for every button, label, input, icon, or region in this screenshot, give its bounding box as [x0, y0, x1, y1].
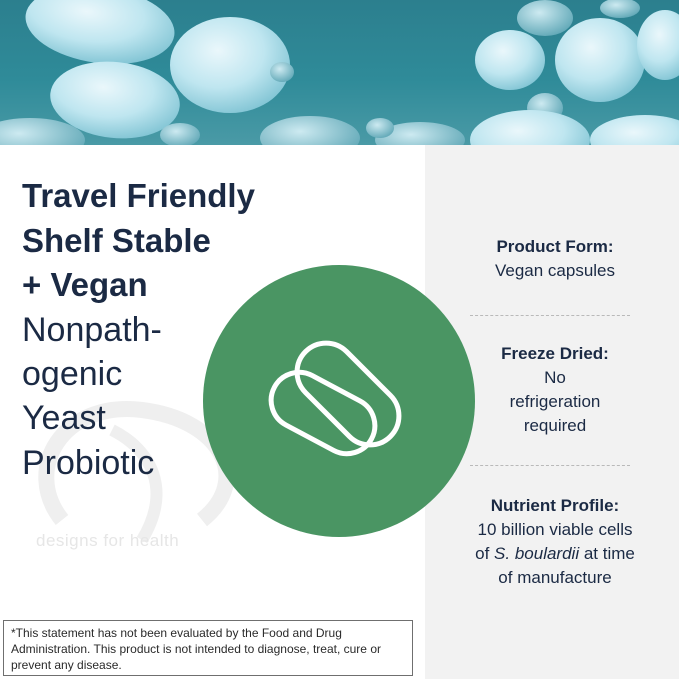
spec-value-prefix: of — [475, 543, 495, 563]
subheadline-line-3: Yeast — [22, 399, 106, 437]
headline-line-3: + Vegan — [22, 266, 148, 303]
spec-value-line: required — [523, 415, 587, 435]
spec-value-line: 10 billion viable cells — [477, 519, 633, 539]
headline-line-1: Travel Friendly — [22, 177, 255, 214]
spec-label: Product Form: — [496, 237, 614, 256]
brand-watermark-text: designs for health — [36, 531, 180, 550]
spec-value-line — [432, 542, 678, 566]
subheadline-line-2: ogenic — [22, 355, 123, 393]
spec-label: Nutrient Profile: — [490, 496, 620, 515]
spec-product-form — [432, 236, 678, 283]
spec-freeze-dried — [432, 343, 678, 437]
hero-image-yeast-cells — [0, 0, 679, 145]
spec-value-species: S. boulardii — [494, 543, 580, 563]
fda-disclaimer: *This statement has not been evaluated by the Food and Drug Administration. This product is not intended to diagnose, treat, cure or prevent any disease. — [3, 620, 413, 676]
spec-label: Freeze Dried: — [501, 344, 609, 363]
spec-value-line: refrigeration — [509, 391, 601, 411]
spec-nutrient-profile — [432, 495, 678, 589]
spec-divider — [470, 465, 630, 466]
spec-value-line: of manufacture — [498, 567, 612, 587]
spec-value: Vegan capsules — [494, 260, 616, 280]
yeast-cells-illustration — [0, 0, 679, 145]
spec-value-line: No — [544, 367, 566, 387]
subheadline-line-4: Probiotic — [22, 444, 155, 482]
subheadline-line-1: Nonpath- — [22, 311, 162, 349]
headline-line-2: Shelf Stable — [22, 222, 211, 259]
spec-divider — [470, 315, 630, 316]
spec-value-suffix: at time — [579, 543, 635, 563]
